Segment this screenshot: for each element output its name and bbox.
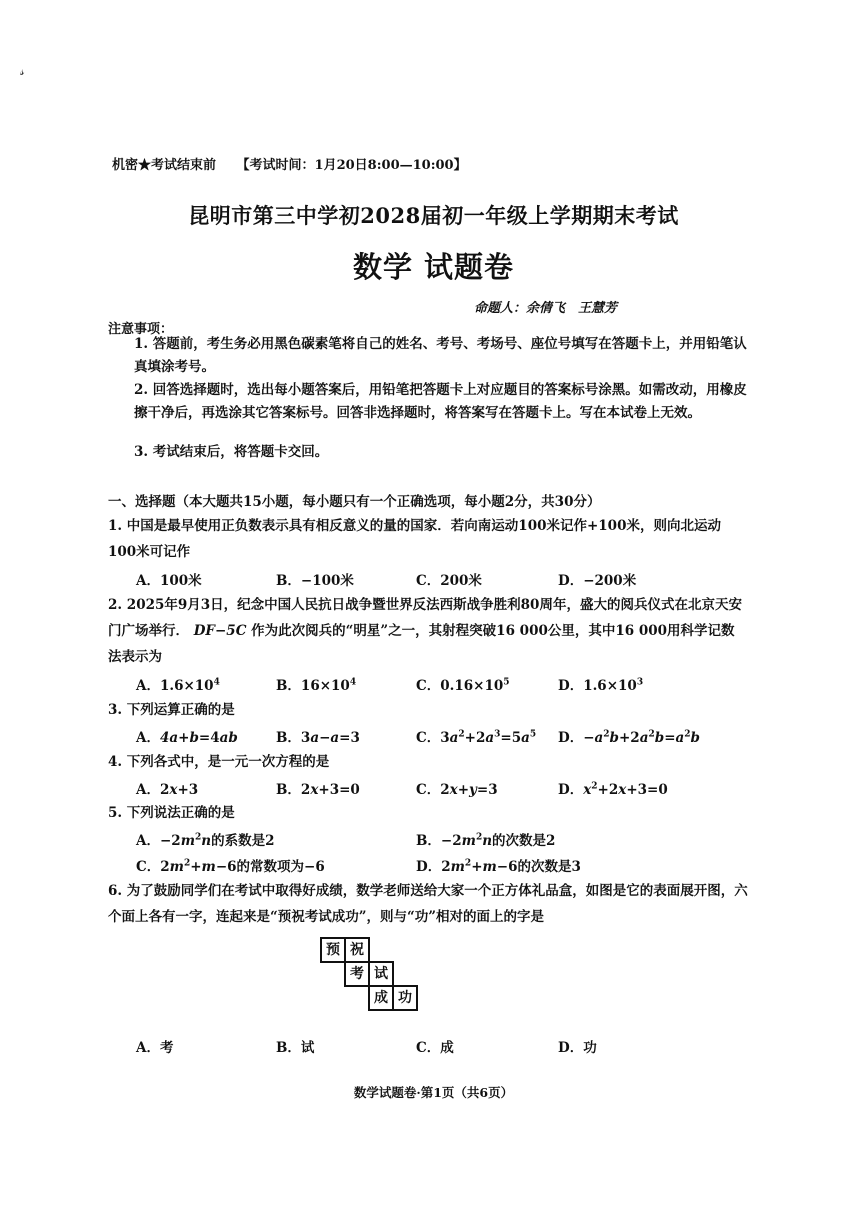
q3-option-c: C．$3a^2+2a^3=5a^5$ [416,729,537,746]
question-5: 5. 下列说法正确的是 [108,805,235,821]
question-1: 1. 中国是最早使用正负数表示具有相反意义的量的国家．若向南运动100米记作+100米，则向北运动100米可记作 [108,518,721,560]
confidential-mark: 机密★考试结束前 [112,158,217,173]
question-4: 4. 下列各式中，是一元一次方程的是 [108,754,330,770]
q2-option-b: B．$16\times 10^4$ [276,677,357,694]
q5-option-b: B．$-2m^2n$的次数是2 [416,832,556,849]
notice-heading: 注意事项： [108,322,174,337]
q1-option-b: B．−100米 [276,573,354,589]
q6-option-c: C．成 [416,1040,454,1056]
exam-authors: 命题人：余倩飞 王慧芳 [474,301,618,316]
q4-option-b: B．2x+3=0 [276,782,360,798]
exam-title: 昆明市第三中学初2028届初一年级上学期期末考试 [188,203,679,228]
scan-speck: 𝓈 [20,64,25,78]
q3-option-a: A．4a+b=4ab [136,730,238,746]
q1-option-c: C．200米 [416,573,482,589]
q2-option-c: C．$0.16\times 10^5$ [416,677,510,694]
q5-option-d: D．$2m^2+m-6$的次数是3 [416,858,581,875]
notice-item: 1. 答题前，考生务必用黑色碳素笔将自己的姓名、考号、考场号、座位号填写在答题卡上，并用铅笔认真填涂考号。 [134,336,747,375]
net-face: 预 [320,937,346,963]
question-6: 6. 为了鼓励同学们在考试中取得好成绩，数学老师送给大家一个正方体礼品盒，如图是它的表面展开图，六个面上各有一字，连起来是“预祝考试成功”，则与“功”相对的面上的字是 [108,883,748,925]
q6-option-d: D．功 [558,1040,597,1056]
exam-time: 【考试时间：1月20日8:00—10:00】 [236,158,467,173]
q4-option-c: C．2x+y=3 [416,782,498,798]
q4-option-d: D．$x^2+2x+3=0$ [558,781,668,798]
notice-item: 2. 回答选择题时，选出每小题答案后，用铅笔把答题卡上对应题目的答案标号涂黑。如需改动，用橡皮擦干净后，再选涂其它答案标号。回答非选择题时，将答案写在答题卡上。写在本试卷上无效。 [134,382,747,421]
exam-header-line [112,154,467,173]
q6-option-b: B．试 [276,1040,315,1056]
q3-option-d: D．$-a^2b+2a^2b=a^2b$ [558,729,700,746]
notice-item: 3. 考试结束后，将答题卡交回。 [134,444,329,460]
q1-option-d: D．−200米 [558,573,637,589]
q4-option-a: A．2x+3 [136,782,199,798]
question-3: 3. 下列运算正确的是 [108,702,235,718]
net-face: 考 [344,961,370,987]
question-2: 2. 2025年9月3日，纪念中国人民抗日战争暨世界反法西斯战争胜利80周年，盛大的阅兵仪式在北京天安门广场举行． DF−5C 作为此次阅兵的“明星”之一，其射程突破16 000公里，其中16 000用科学记数法表示为 [108,597,742,665]
page-footer: 数学试题卷·第1页（共6页） [353,1085,514,1100]
q5-option-a: A．$-2m^2n$的系数是2 [136,832,275,849]
net-face: 功 [392,985,418,1011]
q3-option-b: B．3a−a=3 [276,730,360,746]
q2-option-d: D．$1.6\times 10^3$ [558,677,644,694]
q2-option-a: A．$1.6\times 10^4$ [136,677,220,694]
net-face: 成 [368,985,394,1011]
net-face: 祝 [344,937,370,963]
exam-subtitle: 数学 试题卷 [352,250,515,284]
section-title: 一、选择题（本大题共15小题，每小题只有一个正确选项，每小题2分，共30分） [108,494,601,510]
net-face: 试 [368,961,394,987]
q6-option-a: A．考 [136,1040,174,1056]
q1-option-a: A．100米 [136,573,202,589]
q5-option-c: C．$2m^2+m-6$的常数项为−6 [136,858,325,875]
